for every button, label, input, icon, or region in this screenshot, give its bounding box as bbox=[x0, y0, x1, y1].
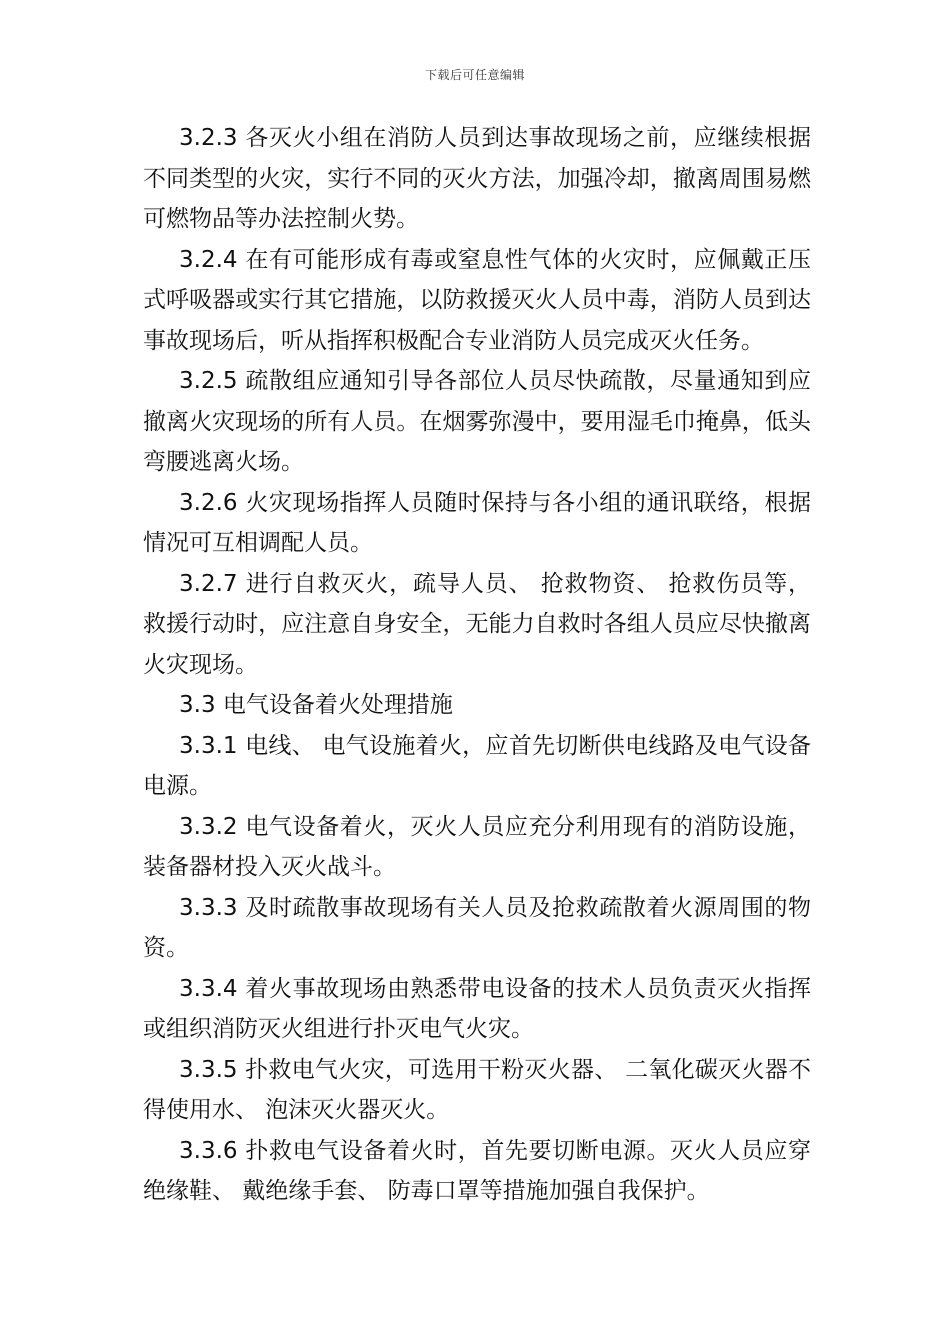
section-heading-3-3: 3.3 电气设备着火处理措施 bbox=[179, 692, 453, 718]
paragraph-3-3-4: 3.3.4 着火事故现场由熟悉带电设备的技术人员负责灭火指挥或组织消防灭火组进行扑灭电气火灾。 bbox=[143, 975, 811, 1042]
paragraph-3-3-6: 3.3.6 扑救电气设备着火时，首先要切断电源。灭火人员应穿绝缘鞋、 戴绝缘手套、 防毒口罩等措施加强自我保护。 bbox=[143, 1137, 811, 1204]
paragraph-3-2-7: 3.2.7 进行自救灭火，疏导人员、 抢救物资、 抢救伤员等，救援行动时，应注意自身安全，无能力自救时各组人员应尽快撤离火灾现场。 bbox=[143, 570, 811, 678]
document-body bbox=[143, 118, 811, 1212]
paragraph-3-3-3: 3.3.3 及时疏散事故现场有关人员及抢救疏散着火源周围的物资。 bbox=[143, 894, 811, 961]
paragraph-3-3-2: 3.3.2 电气设备着火，灭火人员应充分利用现有的消防设施，装备器材投入灭火战斗。 bbox=[143, 813, 811, 880]
paragraph-3-2-5: 3.2.5 疏散组应通知引导各部位人员尽快疏散，尽量通知到应撤离火灾现场的所有人员。在烟雾弥漫中，要用湿毛巾掩鼻，低头弯腰逃离火场。 bbox=[143, 368, 811, 475]
paragraph-3-3-1: 3.3.1 电线、 电气设施着火，应首先切断供电线路及电气设备电源。 bbox=[143, 732, 811, 799]
paragraph-3-2-4: 3.2.4 在有可能形成有毒或窒息性气体的火灾时，应佩戴正压式呼吸器或实行其它措施，以防救援灭火人员中毒，消防人员到达事故现场后，听从指挥积极配合专业消防人员完成灭火任务。 bbox=[143, 246, 811, 354]
paragraph-3-2-3: 3.2.3 各灭火小组在消防人员到达事故现场之前，应继续根据不同类型的火灾，实行不同的灭火方法，加强冷却，撤离周围易燃可燃物品等办法控制火势。 bbox=[143, 125, 811, 232]
page-header: 下载后可任意编辑 bbox=[424, 68, 525, 82]
paragraph-3-2-6: 3.2.6 火灾现场指挥人员随时保持与各小组的通讯联络，根据情况可互相调配人员。 bbox=[143, 489, 811, 556]
paragraph-3-3-5: 3.3.5 扑救电气火灾，可选用干粉灭火器、 二氧化碳灭火器不得使用水、 泡沫灭火器灭火。 bbox=[143, 1056, 811, 1123]
